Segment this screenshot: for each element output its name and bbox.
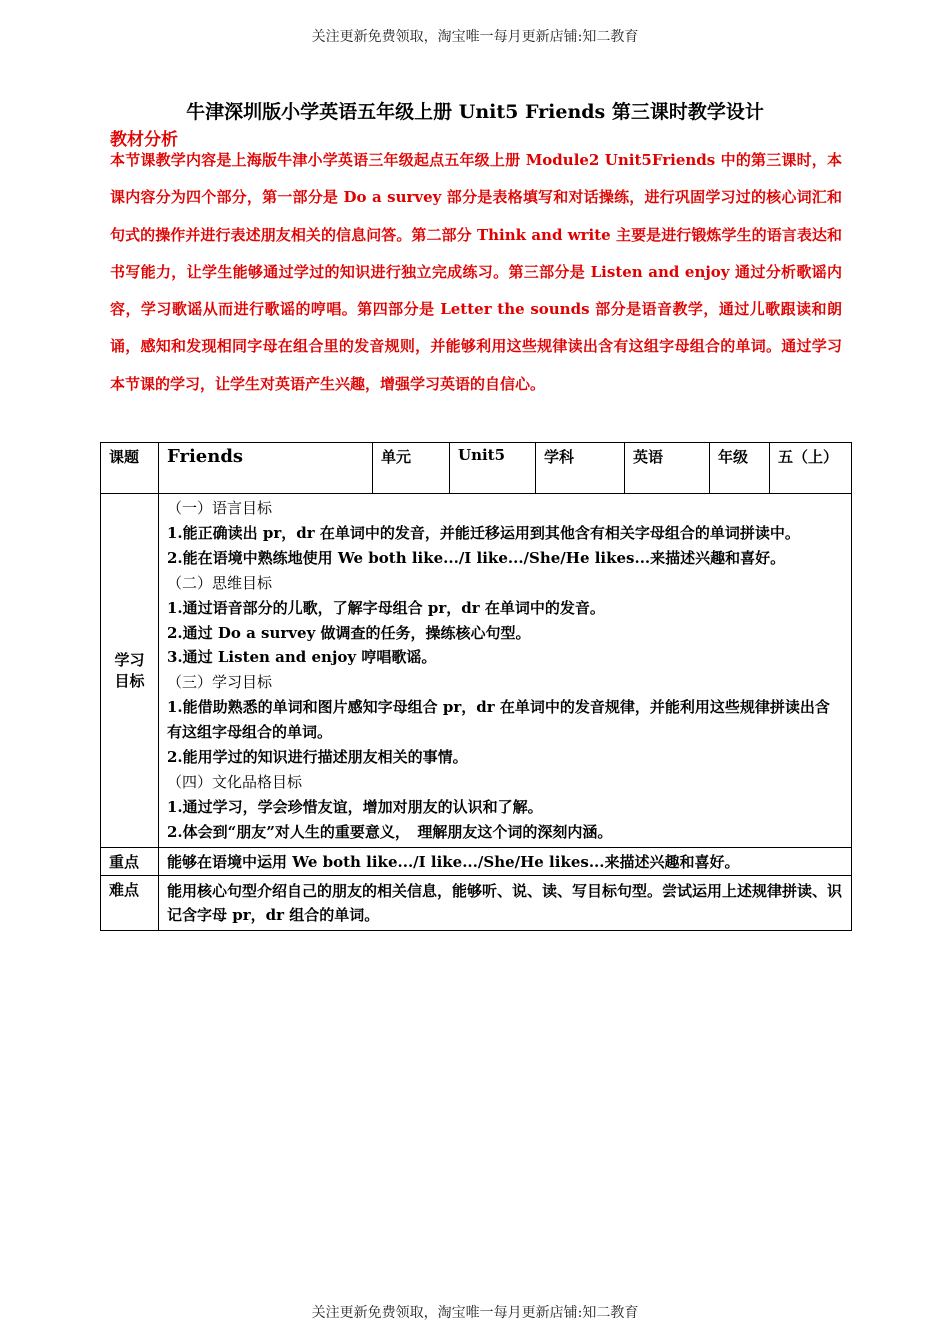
table-row: [101, 847, 852, 875]
page-title: 牛津深圳版小学英语五年级上册 Unit5 Friends 第三课时教学设计: [186, 101, 764, 123]
analysis-body: 本节课教学内容是上海版牛津小学英语三年级起点五年级上册 Module2 Unit5Friends 中的第三课时，本课内容分为四个部分，第一部分是 Do a survey 部分是表格填写和对话操练，进行巩固学习过的核心词汇和句式的操作并进行表述朋友相关的信息问答。第二部分 Think and write 主要是进行锻炼学生的语言表达和书写能力，让学生能够通过学过的知识进行独立完成练习。第三部分是 Listen and enjoy 通过分析歌谣内容，学习歌谣从而进行歌谣的哼唱。第四部分是 Letter the sounds 部分是语音教学，通过儿歌跟读和朗诵，感知和发现相同字母在组合里的发音规则，并能够利用这些规律读出含有这组字母组合的单词。通过学习本节课的学习，让学生对英语产生兴趣，增强学习英语的自信心。: [110, 151, 842, 393]
goal-item: 2.通过 Do a survey 做调查的任务，操练核心句型。: [167, 623, 531, 642]
page-footer: 关注更新免费领取，淘宝唯一每月更新店铺:知二教育: [311, 1305, 639, 1321]
unit-value: Unit5: [450, 443, 536, 494]
goal-heading: （二）思维目标: [167, 573, 273, 592]
analysis-heading: 教材分析: [110, 130, 178, 150]
goal-item: 1.通过语音部分的儿歌，了解字母组合 pr，dr 在单词中的发音。: [167, 598, 605, 617]
difficult-value: 能用核心句型介绍自己的朋友的相关信息，能够听、说、读、写目标句型。尝试运用上述规律拼读、识记含字母 pr，dr 组合的单词。: [159, 875, 852, 930]
key-value: 能够在语境中运用 We both like.../I like.../She/He likes...来描述兴趣和喜好。: [159, 847, 852, 875]
goal-heading: （一）语言目标: [167, 499, 273, 517]
goal-item: 2.体会到“朋友”对人生的重要意义， 理解朋友这个词的深刻内涵。: [167, 822, 613, 841]
goal-item: 2.能用学过的知识进行描述朋友相关的事情。: [167, 748, 468, 767]
grade-label: 年级: [710, 443, 770, 494]
goals-content: [159, 494, 852, 848]
goal-item: 1.能正确读出 pr，dr 在单词中的发音，并能迁移运用到其他含有相关字母组合的单词拼读中。: [167, 523, 800, 542]
key-label: 重点: [101, 847, 159, 875]
difficult-label: 难点: [101, 875, 159, 930]
table-row: [101, 875, 852, 930]
subject-value: 英语: [625, 443, 710, 494]
goal-heading: （四）文化品格目标: [167, 772, 303, 791]
grade-value: 五（上）: [770, 443, 852, 494]
goals-label: 学习目标: [101, 494, 159, 848]
goal-item: 1.通过学习，学会珍惜友谊，增加对朋友的认识和了解。: [167, 797, 543, 816]
table-row: [101, 443, 852, 494]
lesson-table: [100, 442, 852, 931]
goal-heading: （三）学习目标: [167, 673, 273, 692]
topic-label: 课题: [101, 443, 159, 494]
table-row: [101, 494, 852, 848]
unit-label: 单元: [373, 443, 450, 494]
goal-item: 2.能在语境中熟练地使用 We both like.../I like.../She/He likes...来描述兴趣和喜好。: [167, 548, 786, 567]
subject-label: 学科: [536, 443, 625, 494]
topic-value: Friends: [159, 443, 373, 494]
goal-item: 3.通过 Listen and enjoy 哼唱歌谣。: [167, 648, 437, 667]
goal-item: 1.能借助熟悉的单词和图片感知字母组合 pr，dr 在单词中的发音规律，并能利用这些规律拼读出含有这组字母组合的单词。: [167, 698, 830, 742]
page-header: 关注更新免费领取，淘宝唯一每月更新店铺:知二教育: [311, 29, 639, 45]
